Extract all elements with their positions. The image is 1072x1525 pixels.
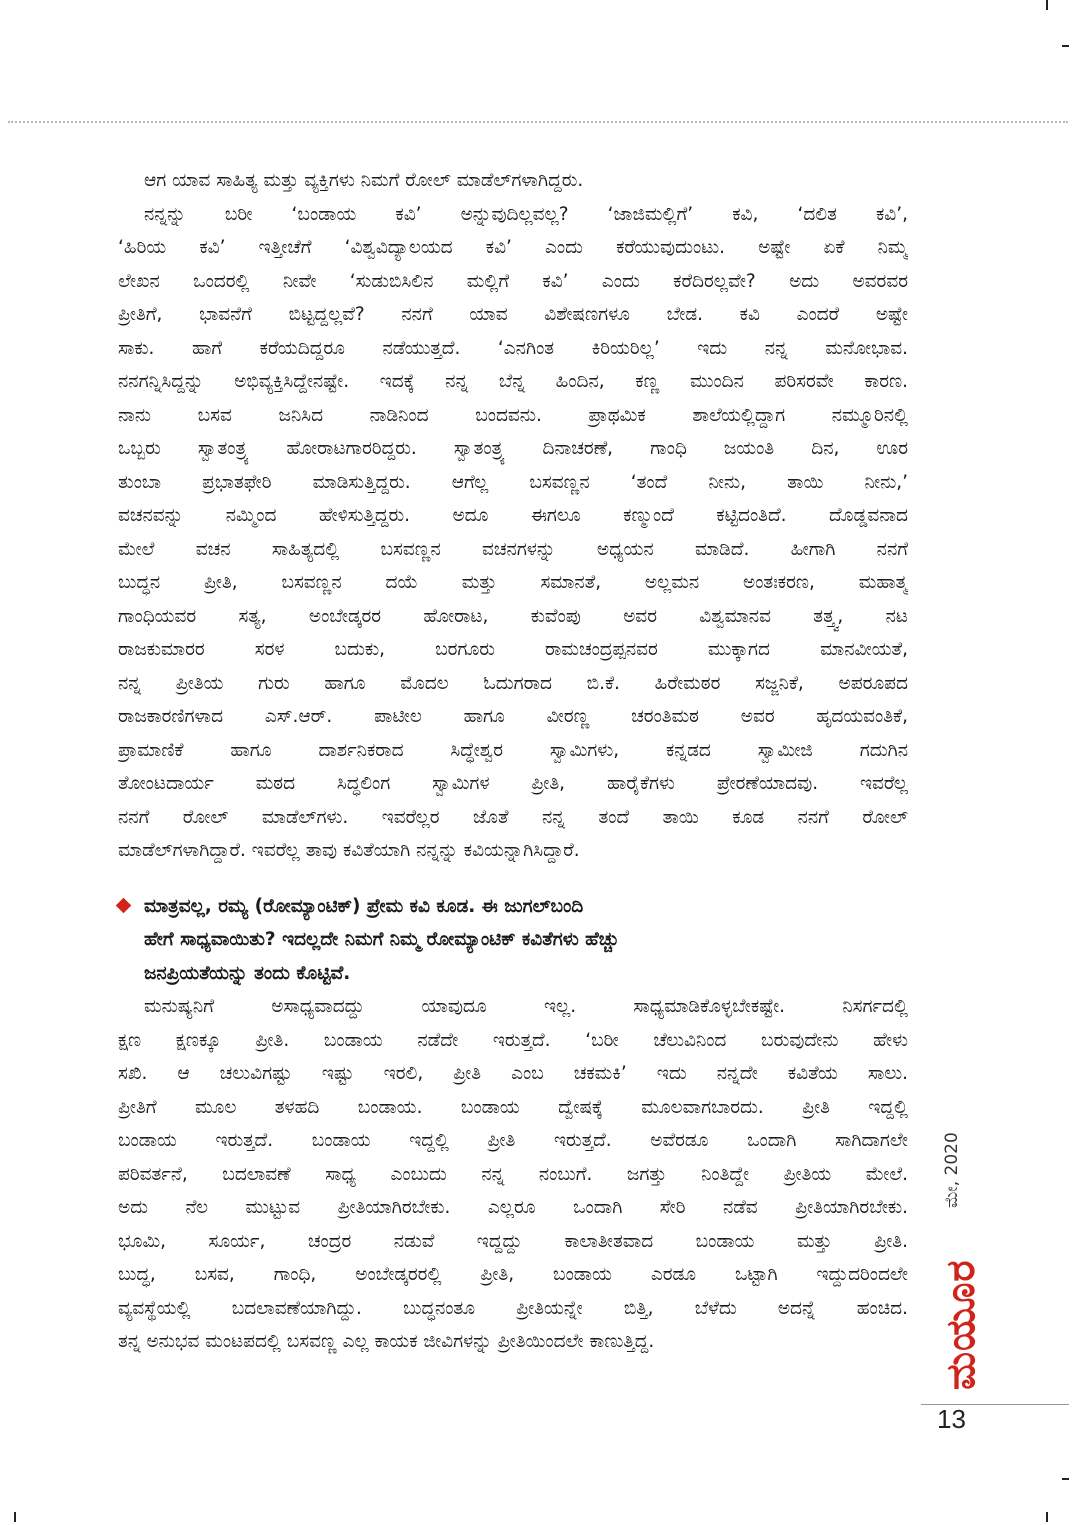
- text-line: ಕ್ಷಣ ಕ್ಷಣಕ್ಕೂ ಪ್ರೀತಿ. ಬಂಡಾಯ ನಡೆದೇ ಇರುತ್ತದೆ. ‘ಬರೀ ಚೆಲುವಿನಿಂದ ಬರುವುದೇನು ಹೇಳು: [118, 1029, 908, 1051]
- text-line: ತನ್ನ ಅನುಭವ ಮಂಟಪದಲ್ಲಿ ಬಸವಣ್ಣ ಎಲ್ಲ ಕಾಯಕ ಜೀವಿಗಳನ್ನು ಪ್ರೀತಿಯಿಂದಲೇ ಕಾಣುತ್ತಿದ್ದ.: [118, 1331, 655, 1352]
- text-line: ವ್ಯವಸ್ಥೆಯಲ್ಲಿ ಬದಲಾವಣೆಯಾಗಿದ್ದು. ಬುದ್ಧನಂತೂ ಪ್ರೀತಿಯನ್ನೇ ಬಿತ್ತಿ, ಬೆಳೆದು ಅದನ್ನೆ ಹಂಚಿದ.: [118, 1297, 908, 1319]
- crop-mark-right-upper: [1062, 45, 1069, 47]
- paragraph-answer-2: [118, 990, 908, 1359]
- header-dotted-rule: [8, 121, 1068, 123]
- text-line: ನನಗನ್ನಿಸಿದ್ದನ್ನು ಅಭಿವ್ಯಕ್ತಿಸಿದ್ದೇನಷ್ಟೇ. ಇದಕ್ಕೆ ನನ್ನ ಬೆನ್ನ ಹಿಂದಿನ, ಕಣ್ಣ ಮುಂದಿನ ಪರಿಸರವೇ ಕಾರಣ.: [118, 371, 908, 392]
- text-line: ಮಾತ್ರವಲ್ಲ, ರಮ್ಯ (ರೋಮ್ಯಾಂಟಿಕ್) ಪ್ರೇಮ ಕವಿ ಕೂಡ. ಈ ಜುಗಲ್‌ಬಂದಿ: [144, 895, 584, 917]
- text-line: ಒಬ್ಬರು ಸ್ವಾತಂತ್ರ್ಯ ಹೋರಾಟಗಾರರಿದ್ದರು. ಸ್ವಾತಂತ್ರ್ಯ ದಿನಾಚರಣೆ, ಗಾಂಧಿ ಜಯಂತಿ ದಿನ, ಊರ: [118, 438, 908, 459]
- text-line: ತೋಂಟದಾರ್ಯ ಮಠದ ಸಿದ್ಧಲಿಂಗ ಸ್ವಾಮಿಗಳ ಪ್ರೀತಿ, ಹಾರೈಕೆಗಳು ಪ್ರೇರಣೆಯಾದವು. ಇವರೆಲ್ಲ: [118, 773, 908, 794]
- magazine-masthead: ಮಯೂರ: [938, 1259, 984, 1390]
- crop-mark-top-right: [1046, 0, 1048, 10]
- text-line: ಬುದ್ಧನ ಪ್ರೀತಿ, ಬಸವಣ್ಣನ ದಯೆ ಮತ್ತು ಸಮಾನತೆ, ಅಲ್ಲಮನ ಅಂತಃಕರಣ, ಮಹಾತ್ಮ: [118, 572, 908, 593]
- issue-date: ಮೇ, 2020: [942, 1132, 962, 1208]
- text-line: ನನ್ನನ್ನು ಬರೀ ‘ಬಂಡಾಯ ಕವಿ’ ಅನ್ನುವುದಿಲ್ಲವಲ್ಲ? ‘ಜಾಜಿಮಲ್ಲಿಗೆ’ ಕವಿ, ‘ದಲಿತ ಕವಿ’,: [144, 203, 908, 225]
- text-line: ನನಗೆ ರೋಲ್ ಮಾಡೆಲ್‌ಗಳು. ಇವರೆಲ್ಲರ ಜೊತೆ ನನ್ನ ತಂದೆ ತಾಯಿ ಕೂಡ ನನಗೆ ರೋಲ್: [118, 806, 908, 828]
- text-line: ನಾನು ಬಸವ ಜನಿಸಿದ ನಾಡಿನಿಂದ ಬಂದವನು. ಪ್ರಾಥಮಿಕ ಶಾಲೆಯಲ್ಲಿದ್ದಾಗ ನಮ್ಮೂರಿನಲ್ಲಿ: [118, 404, 908, 426]
- text-line: ಜನಪ್ರಿಯತೆಯನ್ನು ತಂದು ಕೊಟ್ಟಿವೆ.: [144, 962, 351, 984]
- crop-mark-top-left: [14, 1512, 16, 1522]
- page-number: 13: [937, 1404, 966, 1434]
- text-line: ‘ಹಿರಿಯ ಕವಿ’ ಇತ್ತೀಚೆಗೆ ‘ವಿಶ್ವವಿದ್ಯಾಲಯದ ಕವಿ’ ಎಂದು ಕರೆಯುವುದುಂಟು. ಅಷ್ಟೇ ಏಕೆ ನಿಮ್ಮ: [118, 237, 908, 258]
- text-line: ಮನುಷ್ಯನಿಗೆ ಅಸಾಧ್ಯವಾದದ್ದು ಯಾವುದೂ ಇಲ್ಲ. ಸಾಧ್ಯಮಾಡಿಕೊಳ್ಳಬೇಕಷ್ಟೇ. ನಿಸರ್ಗದಲ್ಲಿ: [144, 996, 908, 1017]
- text-line: ಪ್ರೀತಿಗೆ, ಭಾವನೆಗೆ ಬಿಟ್ಟದ್ದಲ್ಲವೆ? ನನಗೆ ಯಾವ ವಿಶೇಷಣಗಳೂ ಬೇಡ. ಕವಿ ಎಂದರೆ ಅಷ್ಟೇ: [118, 304, 908, 325]
- text-line: ಪ್ರಾಮಾಣಿಕೆ ಹಾಗೂ ದಾರ್ಶನಿಕರಾದ ಸಿದ್ಧೇಶ್ವರ ಸ್ವಾಮಿಗಳು, ಕನ್ನಡದ ಸ್ವಾಮೀಜಿ ಗದುಗಿನ: [118, 739, 908, 761]
- text-line: ಸಖಿ. ಆ ಚಲುವಿಗಷ್ಟು ಇಷ್ಟು ಇರಲಿ, ಪ್ರೀತಿ ಎಂಬ ಚಕಮಕಿ’ ಇದು ನನ್ನದೇ ಕವಿತೆಯ ಸಾಲು.: [118, 1063, 908, 1084]
- text-line: ಆಗ ಯಾವ ಸಾಹಿತ್ಯ ಮತ್ತು ವ್ಯಕ್ತಿಗಳು ನಿಮಗೆ ರೋಲ್ ಮಾಡೆಲ್‌ಗಳಾಗಿದ್ದರು.: [144, 170, 584, 191]
- text-line: ಅದು ನೆಲ ಮುಟ್ಟುವ ಪ್ರೀತಿಯಾಗಿರಬೇಕು. ಎಲ್ಲರೂ ಒಂದಾಗಿ ಸೇರಿ ನಡೆವ ಪ್ರೀತಿಯಾಗಿರಬೇಕು.: [118, 1197, 908, 1218]
- text-line: ತುಂಬಾ ಪ್ರಭಾತಫೇರಿ ಮಾಡಿಸುತ್ತಿದ್ದರು. ಆಗೆಲ್ಲ ಬಸವಣ್ಣನ ‘ತಂದೆ ನೀನು, ತಾಯಿ ನೀನು,’: [118, 471, 908, 493]
- text-line: ಸಾಕು. ಹಾಗೆ ಕರೆಯದಿದ್ದರೂ ನಡೆಯುತ್ತದೆ. ‘ಎನಗಿಂತ ಕಿರಿಯರಿಲ್ಲ’ ಇದು ನನ್ನ ಮನೋಭಾವ.: [118, 337, 908, 359]
- paragraph-intro: [118, 164, 908, 198]
- text-line: ಲೇಖನ ಒಂದರಲ್ಲಿ ನೀವೇ ‘ಸುಡುಬಿಸಿಲಿನ ಮಲ್ಲಿಗೆ ಕವಿ’ ಎಂದು ಕರೆದಿರಲ್ಲವೇ? ಅದು ಅವರವರ: [118, 270, 908, 292]
- text-line: ಮಾಡೆಲ್‌ಗಳಾಗಿದ್ದಾರೆ. ಇವರೆಲ್ಲ ತಾವು ಕವಿತೆಯಾಗಿ ನನ್ನನ್ನು ಕವಿಯನ್ನಾಗಿಸಿದ್ದಾರೆ.: [118, 840, 580, 861]
- paragraph-answer-1: [118, 198, 908, 868]
- text-line: ಪ್ರೀತಿಗೆ ಮೂಲ ತಳಹದಿ ಬಂಡಾಯ. ಬಂಡಾಯ ದ್ವೇಷಕ್ಕೆ ಮೂಲವಾಗಬಾರದು. ಪ್ರೀತಿ ಇದ್ದಲ್ಲಿ: [118, 1096, 908, 1118]
- text-line: ಗಾಂಧಿಯವರ ಸತ್ಯ, ಅಂಬೇಡ್ಕರರ ಹೋರಾಟ, ಕುವೆಂಪು ಅವರ ವಿಶ್ವಮಾನವ ತತ್ತ್ವ, ನಟ: [118, 605, 908, 627]
- crop-mark-bottom-right: [1046, 1512, 1048, 1522]
- text-line: ಭೂಮಿ, ಸೂರ್ಯ, ಚಂದ್ರರ ನಡುವೆ ಇದ್ದದ್ದು ಕಾಲಾತೀತವಾದ ಬಂಡಾಯ ಮತ್ತು ಪ್ರೀತಿ.: [118, 1230, 908, 1252]
- interview-question: [118, 890, 908, 991]
- text-line: ವಚನವನ್ನು ನಮ್ಮಿಂದ ಹೇಳಿಸುತ್ತಿದ್ದರು. ಅದೂ ಈಗಲೂ ಕಣ್ಮುಂದೆ ಕಟ್ಟಿದಂತಿದೆ. ದೊಡ್ಡವನಾದ: [118, 505, 908, 526]
- text-line: ರಾಜಕಾರಣಿಗಳಾದ ಎಸ್.ಆರ್. ಪಾಟೀಲ ಹಾಗೂ ವೀರಣ್ಣ ಚರಂತಿಮಠ ಅವರ ಹೃದಯವಂತಿಕೆ,: [118, 706, 908, 727]
- text-line: ಬುದ್ಧ, ಬಸವ, ಗಾಂಧಿ, ಅಂಬೇಡ್ಕರರಲ್ಲಿ ಪ್ರೀತಿ, ಬಂಡಾಯ ಎರಡೂ ಒಟ್ಟಾಗಿ ಇದ್ದುದರಿಂದಲೇ: [118, 1264, 908, 1285]
- text-line: ರಾಜಕುಮಾರರ ಸರಳ ಬದುಕು, ಬರಗೂರು ರಾಮಚಂದ್ರಪ್ಪನವರ ಮುಕ್ಕಾಗದ ಮಾನವೀಯತೆ,: [118, 639, 908, 660]
- text-line: ಹೇಗೆ ಸಾಧ್ಯವಾಯಿತು? ಇದಲ್ಲದೇ ನಿಮಗೆ ನಿಮ್ಮ ರೋಮ್ಯಾಂಟಿಕ್ ಕವಿತೆಗಳು ಹೆಚ್ಚು: [144, 929, 620, 950]
- text-line: ಪರಿವರ್ತನೆ, ಬದಲಾವಣೆ ಸಾಧ್ಯ ಎಂಬುದು ನನ್ನ ನಂಬುಗೆ. ಜಗತ್ತು ನಿಂತಿದ್ದೇ ಪ್ರೀತಿಯ ಮೇಲೆ.: [118, 1163, 908, 1185]
- text-line: ಮೇಲೆ ವಚನ ಸಾಹಿತ್ಯದಲ್ಲಿ ಬಸವಣ್ಣನ ವಚನಗಳನ್ನು ಅಧ್ಯಯನ ಮಾಡಿದೆ. ಹೀಗಾಗಿ ನನಗೆ: [118, 538, 908, 560]
- text-line: ನನ್ನ ಪ್ರೀತಿಯ ಗುರು ಹಾಗೂ ಮೊದಲ ಓದುಗರಾದ ಬಿ.ಕೆ. ಹಿರೇಮಠರ ಸಜ್ಜನಿಕೆ, ಅಪರೂಪದ: [118, 672, 908, 694]
- article-body: [118, 164, 908, 1381]
- red-diamond-bullet-icon: [116, 897, 132, 913]
- text-line: ಬಂಡಾಯ ಇರುತ್ತದೆ. ಬಂಡಾಯ ಇದ್ದಲ್ಲಿ ಪ್ರೀತಿ ಇರುತ್ತದೆ. ಅವೆರಡೂ ಒಂದಾಗಿ ಸಾಗಿದಾಗಲೇ: [118, 1130, 908, 1151]
- crop-mark-right-lower: [1062, 1478, 1069, 1480]
